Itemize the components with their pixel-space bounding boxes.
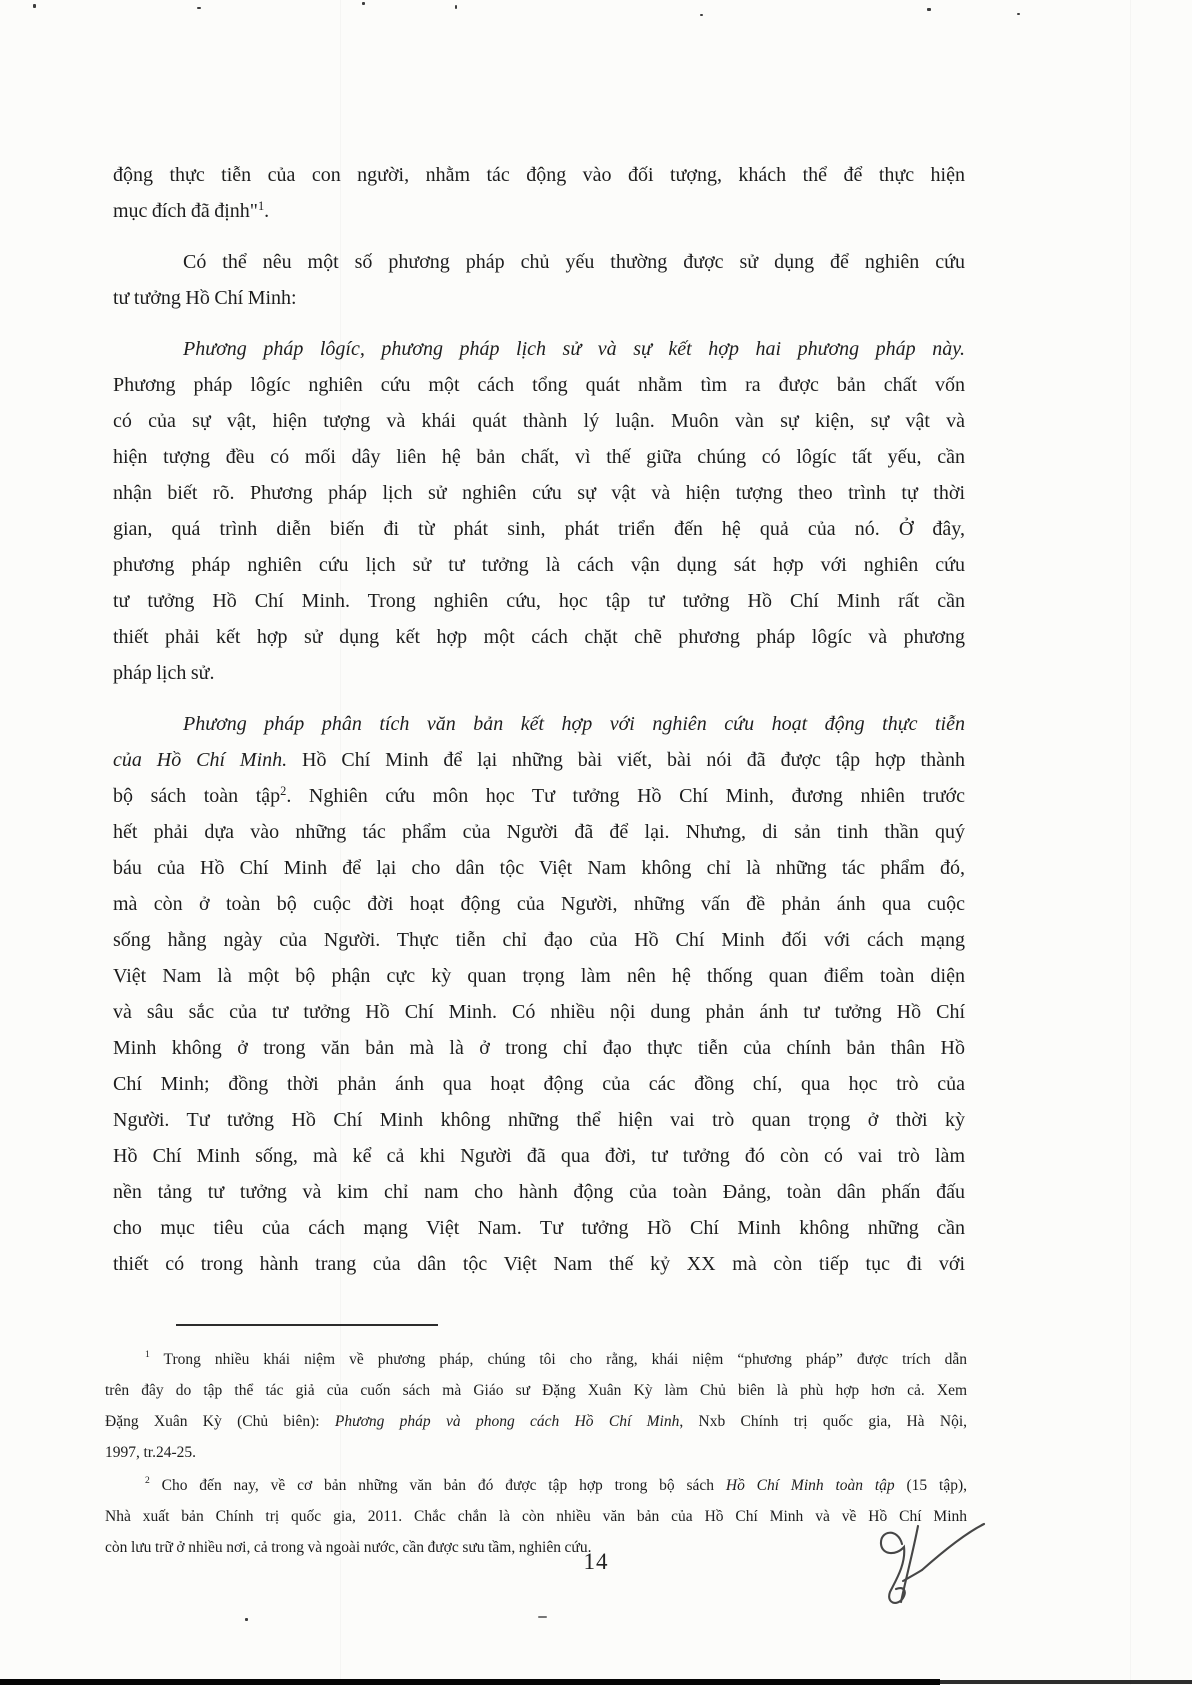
text-line: của Hồ Chí Minh. Hồ Chí Minh để lại những bài viết, bài nói đã được tập hợp thành <box>113 749 965 771</box>
text-line: bộ sách toàn tập$^2$. Nghiên cứu môn học Tư tưởng Hồ Chí Minh, đương nhiên trước <box>113 784 966 807</box>
text-line: có của sự vật, hiện tượng và khái quát thành lý luận. Muôn vàn sự kiện, sự vật và <box>113 410 965 432</box>
text-line: Hồ Chí Minh sống, mà kể cả khi Người đã qua đời, tư tưởng đó còn có vai trò làm <box>113 1145 965 1167</box>
text-line: 1997, tr.24-25. <box>105 1444 196 1461</box>
text-line: Chí Minh; đồng thời phản ánh qua hoạt động của các đồng chí, qua học trò của <box>113 1073 965 1095</box>
scan-speck <box>245 1618 248 1621</box>
text-line: trên đây do tập thể tác giả của cuốn sách mà Giáo sư Đặng Xuân Kỳ làm Chủ biên là phù hợp hơn cả. Xem <box>105 1382 967 1399</box>
text-line: pháp lịch sử. <box>113 662 215 684</box>
scan-speck <box>1017 13 1020 15</box>
text-line: thiết có trong hành trang của dân tộc Việt Nam thế kỷ XX mà còn tiếp tục đi với <box>113 1253 965 1275</box>
paragraph <box>113 244 965 316</box>
handwritten-signature-mark <box>866 1520 986 1612</box>
scan-speck <box>927 8 931 11</box>
text-line: hết phải dựa vào những tác phẩm của Người đã để lại. Nhưng, di sản tinh thần quý <box>113 821 965 843</box>
page-number: 14 <box>583 1549 609 1574</box>
scan-speck <box>700 14 703 16</box>
text-line: hiện tượng đều có mối dây liên hệ bản chất, vì thế giữa chúng có lôgíc tất yếu, cần <box>113 446 965 468</box>
scan-speck <box>362 2 365 5</box>
scan-speck <box>197 7 201 9</box>
text-line: báu của Hồ Chí Minh để lại cho dân tộc Việt Nam không chỉ là những tác phẩm đó, <box>113 857 965 879</box>
body-text <box>113 157 965 1282</box>
paragraph <box>113 157 965 229</box>
footnote-separator <box>176 1324 438 1326</box>
scan-speck <box>538 1616 547 1618</box>
text-line: Đặng Xuân Kỳ (Chủ biên): Phương pháp và phong cách Hồ Chí Minh, Nxb Chính trị quốc gia, Hà Nội, <box>105 1413 967 1430</box>
text-line: mà còn ở toàn bộ cuộc đời hoạt động của Người, những vấn đề phản ánh qua cuộc <box>113 893 965 915</box>
text-line: gian, quá trình diễn biến đi từ phát sinh, phát triển đến hệ quả của nó. Ở đây, <box>113 518 965 540</box>
scan-fold-line <box>1130 0 1131 1685</box>
text-line: $^2$ Cho đến nay, về cơ bản những văn bản đó được tập hợp trong bộ sách Hồ Chí Minh toàn tập (15 tập), <box>145 1475 967 1494</box>
text-line: cho mục tiêu của cách mạng Việt Nam. Tư tưởng Hồ Chí Minh không những cần <box>113 1217 965 1239</box>
text-line: còn lưu trữ ở nhiều nơi, cả trong và ngoài nước, cần được sưu tầm, nghiên cứu. <box>105 1539 592 1556</box>
scan-speck <box>33 4 36 8</box>
paragraph <box>113 706 965 1282</box>
text-line: Nhà xuất bản Chính trị quốc gia, 2011. Chắc chắn là còn nhiều văn bản của Hồ Chí Minh và về Hồ Chí Minh <box>105 1508 967 1525</box>
text-line: Có thể nêu một số phương pháp chủ yếu thường được sử dụng để nghiên cứu <box>183 251 965 273</box>
text-line: thiết phải kết hợp sử dụng kết hợp một cách chặt chẽ phương pháp lôgíc và phương <box>113 626 965 648</box>
footnote <box>105 1344 967 1468</box>
text-line: phương pháp nghiên cứu lịch sử tư tưởng là cách vận dụng sát hợp với nghiên cứu <box>113 554 965 576</box>
text-line: và sâu sắc của tư tưởng Hồ Chí Minh. Có nhiều nội dung phản ánh tư tưởng Hồ Chí <box>113 1001 965 1023</box>
text-line: tư tưởng Hồ Chí Minh. Trong nghiên cứu, học tập tư tưởng Hồ Chí Minh rất cần <box>113 590 965 612</box>
text-line: Phương pháp phân tích văn bản kết hợp với nghiên cứu hoạt động thực tiễn <box>183 713 965 735</box>
text-line: Minh không ở trong văn bản mà là ở trong chỉ đạo thực tiễn của chính bản thân Hồ <box>113 1037 965 1059</box>
text-line: Người. Tư tưởng Hồ Chí Minh không những thể hiện vai trò quan trọng ở thời kỳ <box>113 1109 965 1131</box>
text-line: nền tảng tư tưởng và kim chỉ nam cho hành động của toàn Đảng, toàn dân phấn đấu <box>113 1181 965 1203</box>
text-line: Việt Nam là một bộ phận cực kỳ quan trọng làm nên hệ thống quan điểm toàn diện <box>113 965 965 987</box>
text-line: nhận biết rõ. Phương pháp lịch sử nghiên cứu sự vật và hiện tượng theo trình tự thời <box>113 482 965 504</box>
scan-edge-artifact <box>940 1680 1192 1684</box>
text-line: động thực tiễn của con người, nhằm tác động vào đối tượng, khách thể để thực hiện <box>113 164 965 186</box>
footnotes <box>105 1342 967 1563</box>
paragraph <box>113 331 965 691</box>
text-line: Phương pháp lôgíc nghiên cứu một cách tổng quát nhằm tìm ra được bản chất vốn <box>113 374 965 396</box>
scan-edge-artifact <box>0 1679 940 1685</box>
text-line: tư tưởng Hồ Chí Minh: <box>113 287 297 309</box>
text-line: sống hằng ngày của Người. Thực tiễn chỉ đạo của Hồ Chí Minh đối với cách mạng <box>113 929 965 951</box>
text-line: $^1$ Trong nhiều khái niệm về phương pháp, chúng tôi cho rằng, khái niệm “phương pháp” được trích dẫn <box>145 1349 967 1368</box>
scan-speck <box>455 5 457 9</box>
text-line: Phương pháp lôgíc, phương pháp lịch sử và sự kết hợp hai phương pháp này. <box>183 338 965 360</box>
text-line: mục đích đã định"$^1$. <box>113 199 270 222</box>
